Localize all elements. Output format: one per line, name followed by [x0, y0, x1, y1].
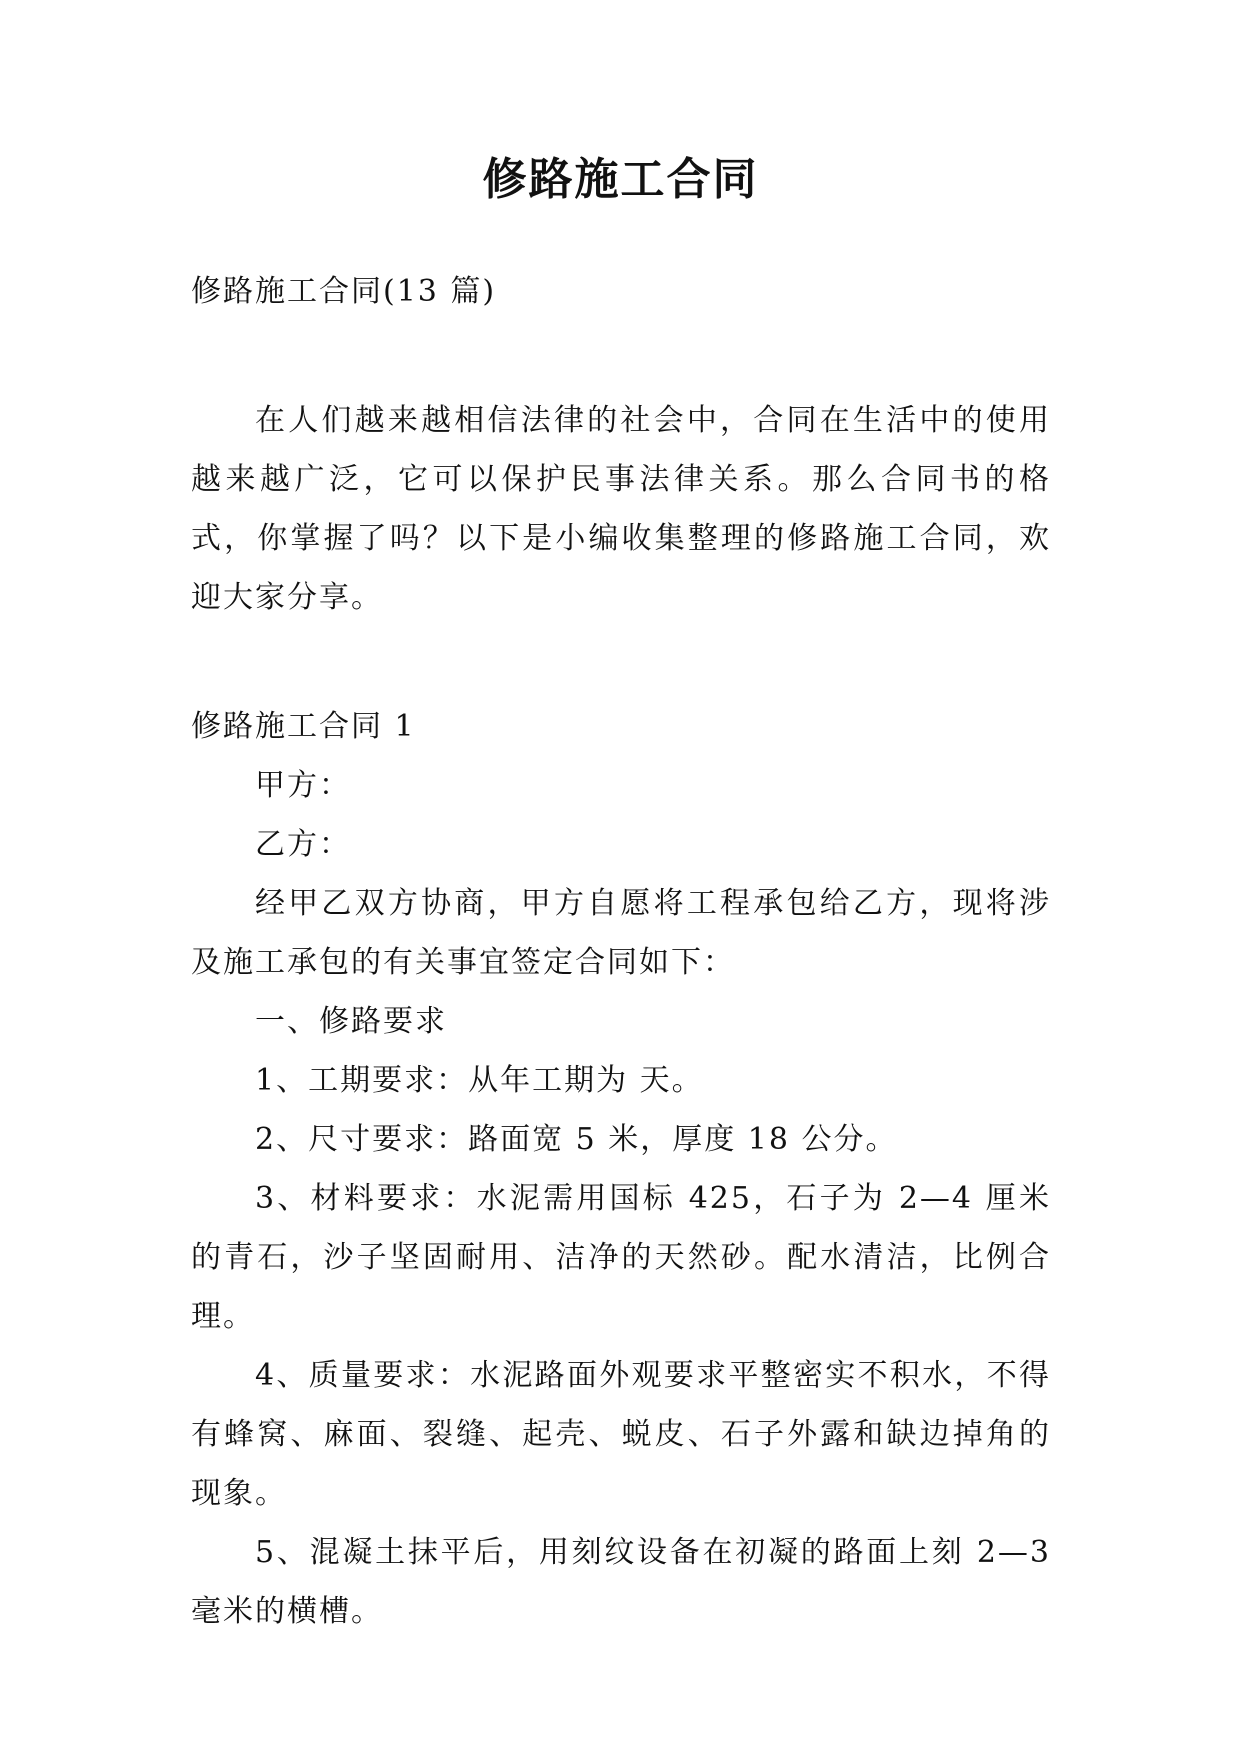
intro-paragraph: 在人们越来越相信法律的社会中，合同在生活中的使用越来越广泛，它可以保护民事法律关系。那么合同书的格式，你掌握了吗？以下是小编收集整理的修路施工合同，欢迎大家分享。: [191, 403, 1051, 615]
requirement-item-grooving: 5、混凝土抹平后，用刻纹设备在初凝的路面上刻 2—3 毫米的横槽。: [191, 1535, 1051, 1629]
document-title: 修路施工合同: [482, 154, 759, 205]
requirement-item-duration: 1、工期要求：从年工期为 天。: [255, 1063, 704, 1098]
document-body: [191, 262, 1051, 1641]
document-subtitle: 修路施工合同(13 篇): [191, 274, 497, 309]
section-heading: 修路施工合同 1: [191, 709, 416, 744]
party-a-line: 甲方：: [255, 768, 351, 803]
requirement-item-quality: 4、质量要求：水泥路面外观要求平整密实不积水，不得有蜂窝、麻面、裂缝、起壳、蜕皮、石子外露和缺边掉角的现象。: [191, 1358, 1051, 1511]
requirements-heading: 一、修路要求: [255, 1004, 447, 1039]
party-b-line: 乙方：: [255, 827, 351, 862]
requirement-item-dimensions: 2、尺寸要求：路面宽 5 米，厚度 18 公分。: [255, 1122, 898, 1157]
requirement-item-materials: 3、材料要求：水泥需用国标 425，石子为 2—4 厘米的青石，沙子坚固耐用、洁净的天然砂。配水清洁，比例合理。: [191, 1181, 1051, 1334]
agreement-paragraph: 经甲乙双方协商，甲方自愿将工程承包给乙方，现将涉及施工承包的有关事宜签定合同如下：: [191, 886, 1051, 980]
